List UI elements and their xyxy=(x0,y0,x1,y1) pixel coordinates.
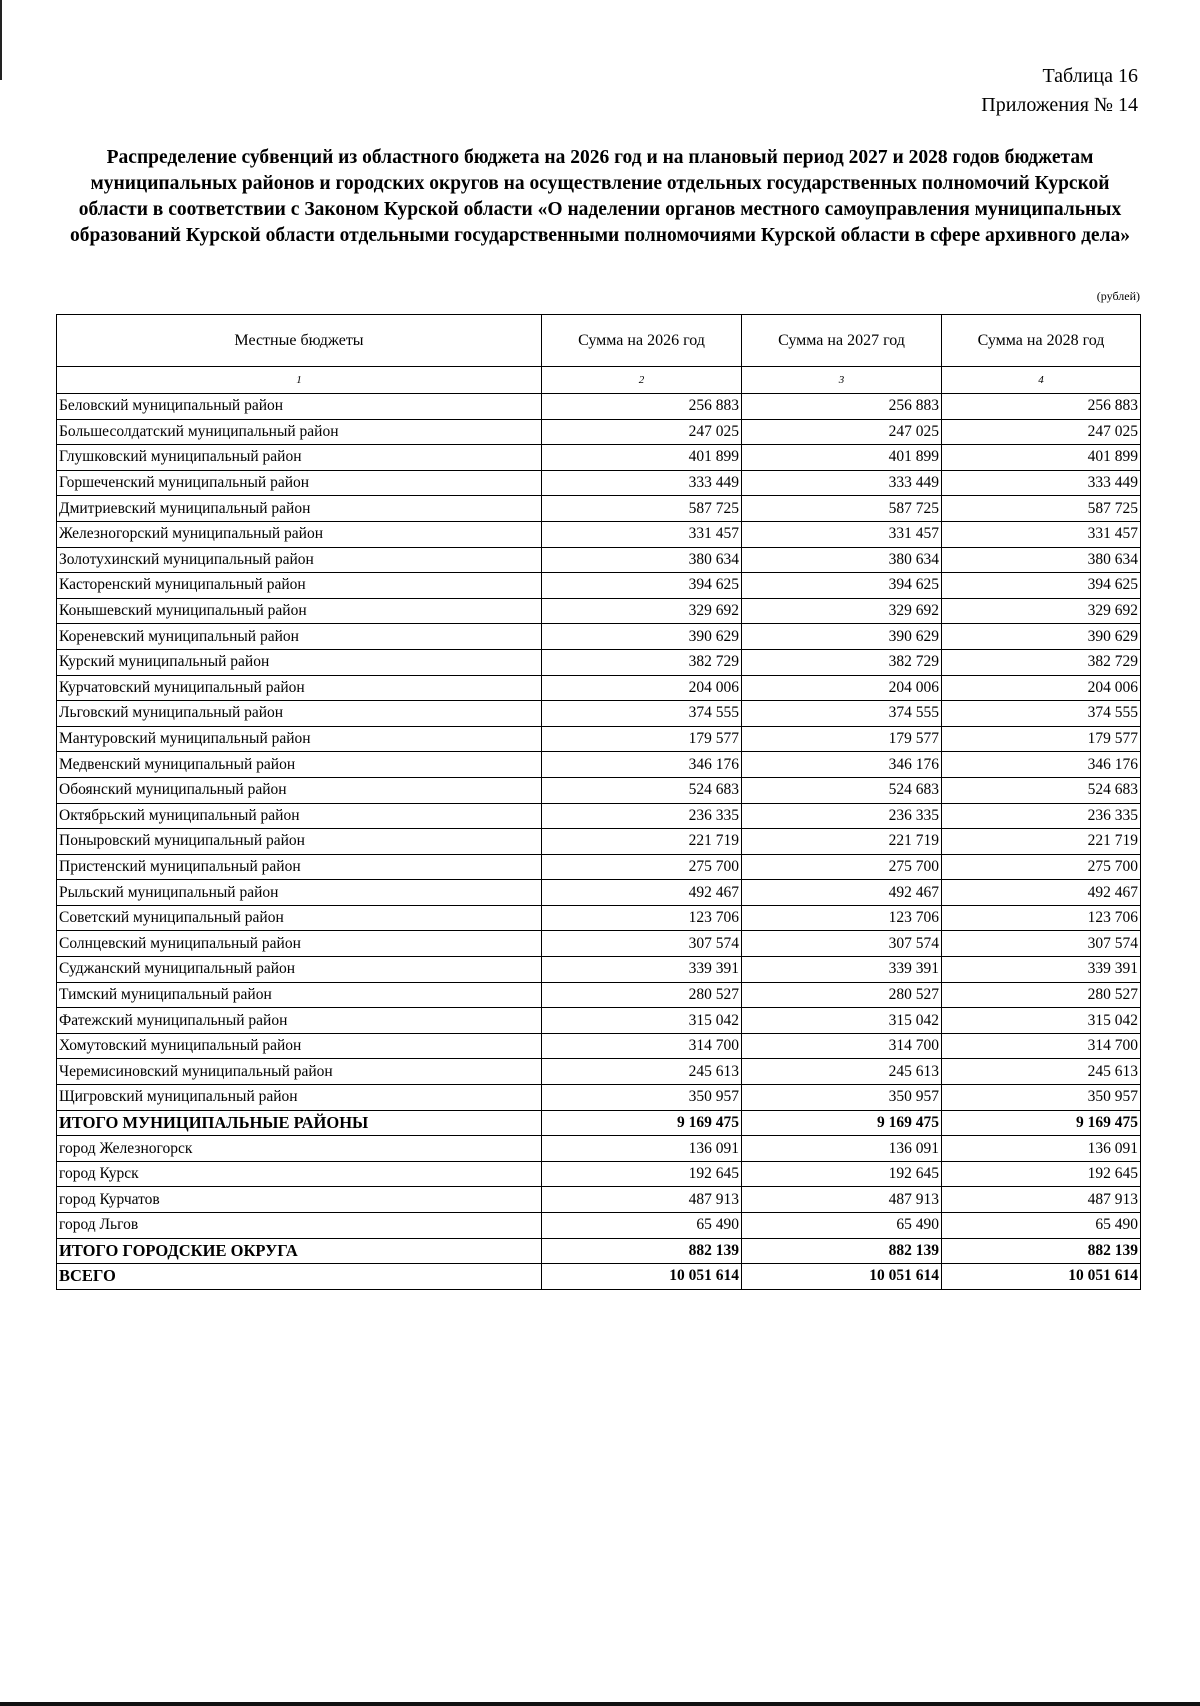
sum-2027-cell: 314 700 xyxy=(742,1033,942,1059)
sum-2027-cell: 346 176 xyxy=(742,752,942,778)
budget-name-cell: Золотухинский муниципальный район xyxy=(57,547,542,573)
budget-name-cell: город Льгов xyxy=(57,1213,542,1239)
table-row xyxy=(57,1187,1141,1213)
sum-2027-cell: 374 555 xyxy=(742,701,942,727)
sum-2026-cell: 487 913 xyxy=(542,1187,742,1213)
sum-2028-cell: 307 574 xyxy=(942,931,1141,957)
budget-name-cell: Суджанский муниципальный район xyxy=(57,957,542,983)
scan-bottom-edge xyxy=(0,1702,1200,1706)
sum-2028-cell: 10 051 614 xyxy=(942,1264,1141,1290)
sum-2028-cell: 587 725 xyxy=(942,496,1141,522)
column-number: 2 xyxy=(542,367,742,394)
column-number: 3 xyxy=(742,367,942,394)
sum-2027-cell: 487 913 xyxy=(742,1187,942,1213)
sum-2027-cell: 333 449 xyxy=(742,470,942,496)
table-row xyxy=(57,394,1141,420)
column-number-row xyxy=(57,367,1141,394)
table-row xyxy=(57,1059,1141,1085)
budget-name-cell: ВСЕГО xyxy=(57,1264,542,1290)
column-number: 4 xyxy=(942,367,1141,394)
sum-2026-cell: 275 700 xyxy=(542,854,742,880)
budget-name-cell: Глушковский муниципальный район xyxy=(57,445,542,471)
table-row xyxy=(57,521,1141,547)
sum-2027-cell: 245 613 xyxy=(742,1059,942,1085)
sum-2028-cell: 192 645 xyxy=(942,1161,1141,1187)
table-row xyxy=(57,1161,1141,1187)
table-row xyxy=(57,957,1141,983)
sum-2028-cell: 136 091 xyxy=(942,1136,1141,1162)
sum-2026-cell: 123 706 xyxy=(542,905,742,931)
sum-2026-cell: 204 006 xyxy=(542,675,742,701)
column-number: 1 xyxy=(57,367,542,394)
sum-2027-cell: 256 883 xyxy=(742,394,942,420)
sum-2028-cell: 401 899 xyxy=(942,445,1141,471)
budget-name-cell: Кореневский муниципальный район xyxy=(57,624,542,650)
sum-2026-cell: 882 139 xyxy=(542,1238,742,1264)
sum-2028-cell: 247 025 xyxy=(942,419,1141,445)
budget-name-cell: Льговский муниципальный район xyxy=(57,701,542,727)
budget-name-cell: Поныровский муниципальный район xyxy=(57,829,542,855)
table-row xyxy=(57,829,1141,855)
sum-2027-cell: 882 139 xyxy=(742,1238,942,1264)
budget-name-cell: Курский муниципальный район xyxy=(57,649,542,675)
sum-2027-cell: 329 692 xyxy=(742,598,942,624)
budget-name-cell: Касторенский муниципальный район xyxy=(57,573,542,599)
scan-edge-mark xyxy=(0,0,2,80)
sum-2027-cell: 394 625 xyxy=(742,573,942,599)
sum-2028-cell: 350 957 xyxy=(942,1085,1141,1111)
header-sum-2026: Сумма на 2026 год xyxy=(542,315,742,367)
sum-2028-cell: 329 692 xyxy=(942,598,1141,624)
total-row xyxy=(57,1264,1141,1290)
budget-name-cell: город Железногорск xyxy=(57,1136,542,1162)
budget-name-cell: Хомутовский муниципальный район xyxy=(57,1033,542,1059)
sum-2027-cell: 192 645 xyxy=(742,1161,942,1187)
document-title: Распределение субвенций из областного бюджета на 2026 год и на плановый период 2027 и 2028 годов бюджетам муниципальных районов и городских округов на осуществление отдельных государственных полномочий Курской области в соответствии с Законом Курской области «О наделении органов местного самоуправления муниципальных образований Курской области отдельными государственными полномочиями Курской области в сфере архивного дела» xyxy=(69,147,1131,246)
appendix-label: Приложения № 14 xyxy=(981,94,1138,116)
sum-2028-cell: 275 700 xyxy=(942,854,1141,880)
table-row xyxy=(57,726,1141,752)
sum-2028-cell: 394 625 xyxy=(942,573,1141,599)
sum-2026-cell: 256 883 xyxy=(542,394,742,420)
table-row xyxy=(57,982,1141,1008)
sum-2028-cell: 314 700 xyxy=(942,1033,1141,1059)
table-body xyxy=(57,394,1141,1290)
budget-name-cell: Дмитриевский муниципальный район xyxy=(57,496,542,522)
total-row xyxy=(57,1238,1141,1264)
header-sum-2027: Сумма на 2027 год xyxy=(742,315,942,367)
budget-name-cell: Щигровский муниципальный район xyxy=(57,1085,542,1111)
budget-name-cell: Горшеченский муниципальный район xyxy=(57,470,542,496)
sum-2026-cell: 524 683 xyxy=(542,777,742,803)
table-row xyxy=(57,880,1141,906)
sum-2026-cell: 339 391 xyxy=(542,957,742,983)
budget-name-cell: город Курск xyxy=(57,1161,542,1187)
table-row xyxy=(57,1008,1141,1034)
sum-2027-cell: 10 051 614 xyxy=(742,1264,942,1290)
budget-name-cell: Конышевский муниципальный район xyxy=(57,598,542,624)
sum-2027-cell: 587 725 xyxy=(742,496,942,522)
sum-2028-cell: 123 706 xyxy=(942,905,1141,931)
sum-2027-cell: 275 700 xyxy=(742,854,942,880)
sum-2026-cell: 280 527 xyxy=(542,982,742,1008)
sum-2028-cell: 65 490 xyxy=(942,1213,1141,1239)
sum-2028-cell: 315 042 xyxy=(942,1008,1141,1034)
budget-name-cell: Медвенский муниципальный район xyxy=(57,752,542,778)
sum-2027-cell: 221 719 xyxy=(742,829,942,855)
sum-2027-cell: 331 457 xyxy=(742,521,942,547)
budget-name-cell: Мантуровский муниципальный район xyxy=(57,726,542,752)
sum-2026-cell: 333 449 xyxy=(542,470,742,496)
table-row xyxy=(57,624,1141,650)
sum-2027-cell: 236 335 xyxy=(742,803,942,829)
sum-2026-cell: 314 700 xyxy=(542,1033,742,1059)
budget-name-cell: Рыльский муниципальный район xyxy=(57,880,542,906)
sum-2027-cell: 390 629 xyxy=(742,624,942,650)
sum-2027-cell: 380 634 xyxy=(742,547,942,573)
budget-name-cell: Железногорский муниципальный район xyxy=(57,521,542,547)
budget-name-cell: город Курчатов xyxy=(57,1187,542,1213)
table-row xyxy=(57,419,1141,445)
sum-2026-cell: 221 719 xyxy=(542,829,742,855)
sum-2026-cell: 346 176 xyxy=(542,752,742,778)
sum-2026-cell: 179 577 xyxy=(542,726,742,752)
sum-2026-cell: 350 957 xyxy=(542,1085,742,1111)
sum-2028-cell: 9 169 475 xyxy=(942,1110,1141,1136)
sum-2028-cell: 882 139 xyxy=(942,1238,1141,1264)
budget-name-cell: Советский муниципальный район xyxy=(57,905,542,931)
budget-table xyxy=(56,314,1141,1290)
table-row xyxy=(57,905,1141,931)
sum-2026-cell: 492 467 xyxy=(542,880,742,906)
budget-name-cell: Тимский муниципальный район xyxy=(57,982,542,1008)
sum-2026-cell: 401 899 xyxy=(542,445,742,471)
sum-2026-cell: 315 042 xyxy=(542,1008,742,1034)
sum-2026-cell: 9 169 475 xyxy=(542,1110,742,1136)
sum-2028-cell: 179 577 xyxy=(942,726,1141,752)
budget-name-cell: ИТОГО ГОРОДСКИЕ ОКРУГА xyxy=(57,1238,542,1264)
table-row xyxy=(57,1213,1141,1239)
sum-2027-cell: 401 899 xyxy=(742,445,942,471)
sum-2026-cell: 65 490 xyxy=(542,1213,742,1239)
budget-name-cell: Курчатовский муниципальный район xyxy=(57,675,542,701)
sum-2028-cell: 380 634 xyxy=(942,547,1141,573)
budget-name-cell: Фатежский муниципальный район xyxy=(57,1008,542,1034)
sum-2028-cell: 333 449 xyxy=(942,470,1141,496)
table-header-row xyxy=(57,315,1141,367)
sum-2027-cell: 315 042 xyxy=(742,1008,942,1034)
sum-2026-cell: 394 625 xyxy=(542,573,742,599)
sum-2027-cell: 307 574 xyxy=(742,931,942,957)
sum-2026-cell: 245 613 xyxy=(542,1059,742,1085)
sum-2028-cell: 256 883 xyxy=(942,394,1141,420)
sum-2028-cell: 245 613 xyxy=(942,1059,1141,1085)
total-row xyxy=(57,1110,1141,1136)
sum-2026-cell: 374 555 xyxy=(542,701,742,727)
sum-2027-cell: 524 683 xyxy=(742,777,942,803)
budget-name-cell: Октябрьский муниципальный район xyxy=(57,803,542,829)
table-row xyxy=(57,547,1141,573)
table-row xyxy=(57,1136,1141,1162)
budget-name-cell: Пристенский муниципальный район xyxy=(57,854,542,880)
sum-2026-cell: 331 457 xyxy=(542,521,742,547)
table-row xyxy=(57,803,1141,829)
sum-2026-cell: 236 335 xyxy=(542,803,742,829)
sum-2028-cell: 204 006 xyxy=(942,675,1141,701)
table-row xyxy=(57,1033,1141,1059)
sum-2027-cell: 179 577 xyxy=(742,726,942,752)
table-row xyxy=(57,752,1141,778)
table-row xyxy=(57,854,1141,880)
sum-2027-cell: 136 091 xyxy=(742,1136,942,1162)
sum-2028-cell: 487 913 xyxy=(942,1187,1141,1213)
table-row xyxy=(57,573,1141,599)
sum-2028-cell: 346 176 xyxy=(942,752,1141,778)
sum-2028-cell: 221 719 xyxy=(942,829,1141,855)
sum-2028-cell: 280 527 xyxy=(942,982,1141,1008)
sum-2028-cell: 390 629 xyxy=(942,624,1141,650)
sum-2026-cell: 390 629 xyxy=(542,624,742,650)
sum-2026-cell: 10 051 614 xyxy=(542,1264,742,1290)
header-local-budgets: Местные бюджеты xyxy=(57,315,542,367)
sum-2028-cell: 236 335 xyxy=(942,803,1141,829)
sum-2027-cell: 123 706 xyxy=(742,905,942,931)
table-row xyxy=(57,649,1141,675)
table-row xyxy=(57,445,1141,471)
sum-2026-cell: 136 091 xyxy=(542,1136,742,1162)
sum-2026-cell: 382 729 xyxy=(542,649,742,675)
table-row xyxy=(57,701,1141,727)
table-row xyxy=(57,470,1141,496)
table-row xyxy=(57,777,1141,803)
sum-2028-cell: 382 729 xyxy=(942,649,1141,675)
sum-2028-cell: 331 457 xyxy=(942,521,1141,547)
sum-2028-cell: 339 391 xyxy=(942,957,1141,983)
sum-2026-cell: 247 025 xyxy=(542,419,742,445)
sum-2026-cell: 329 692 xyxy=(542,598,742,624)
budget-name-cell: Обоянский муниципальный район xyxy=(57,777,542,803)
sum-2028-cell: 374 555 xyxy=(942,701,1141,727)
budget-name-cell: Солнцевский муниципальный район xyxy=(57,931,542,957)
sum-2027-cell: 350 957 xyxy=(742,1085,942,1111)
document-header xyxy=(981,62,1138,120)
sum-2027-cell: 339 391 xyxy=(742,957,942,983)
sum-2026-cell: 192 645 xyxy=(542,1161,742,1187)
sum-2027-cell: 280 527 xyxy=(742,982,942,1008)
budget-name-cell: Черемисиновский муниципальный район xyxy=(57,1059,542,1085)
header-sum-2028: Сумма на 2028 год xyxy=(942,315,1141,367)
table-label: Таблица 16 xyxy=(1042,65,1138,87)
budget-name-cell: ИТОГО МУНИЦИПАЛЬНЫЕ РАЙОНЫ xyxy=(57,1110,542,1136)
sum-2027-cell: 204 006 xyxy=(742,675,942,701)
table-row xyxy=(57,675,1141,701)
budget-name-cell: Беловский муниципальный район xyxy=(57,394,542,420)
table-row xyxy=(57,598,1141,624)
budget-name-cell: Большесолдатский муниципальный район xyxy=(57,419,542,445)
sum-2026-cell: 380 634 xyxy=(542,547,742,573)
sum-2026-cell: 307 574 xyxy=(542,931,742,957)
sum-2028-cell: 492 467 xyxy=(942,880,1141,906)
sum-2027-cell: 382 729 xyxy=(742,649,942,675)
sum-2027-cell: 492 467 xyxy=(742,880,942,906)
sum-2027-cell: 9 169 475 xyxy=(742,1110,942,1136)
sum-2027-cell: 65 490 xyxy=(742,1213,942,1239)
units-label: (рублей) xyxy=(1096,289,1140,303)
table-row xyxy=(57,496,1141,522)
table-row xyxy=(57,931,1141,957)
sum-2026-cell: 587 725 xyxy=(542,496,742,522)
sum-2027-cell: 247 025 xyxy=(742,419,942,445)
table-row xyxy=(57,1085,1141,1111)
sum-2028-cell: 524 683 xyxy=(942,777,1141,803)
